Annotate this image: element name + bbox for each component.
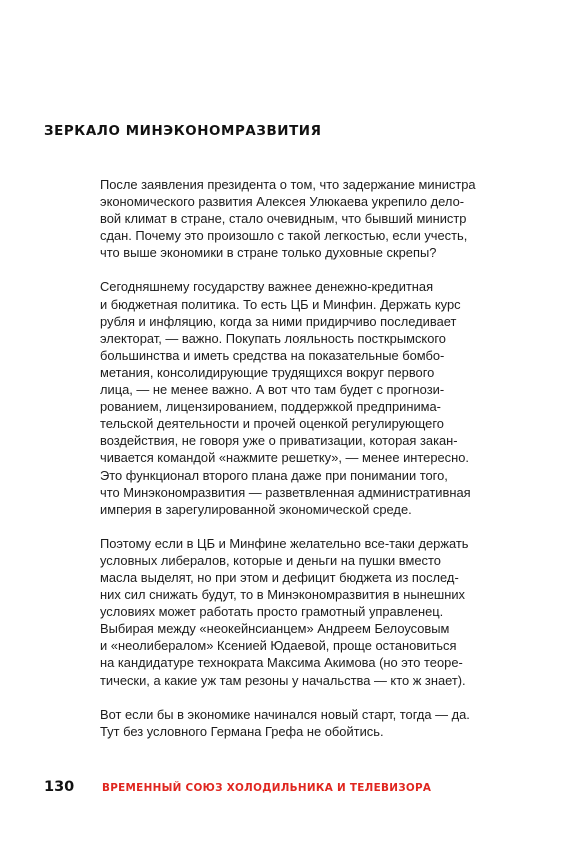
text-line: рубля и инфляцию, когда за ними придирчиво последивает: [100, 313, 457, 329]
text-line: что выше экономики в стране только духовные скрепы?: [100, 245, 437, 261]
text-line: воздействия, не говоря уже о приватизации, которая закан-: [100, 433, 458, 449]
paragraph-3: [100, 535, 530, 689]
text-line: тельской деятельности и прочей оценкой регулирующего: [100, 416, 444, 432]
text-line: что Минэкономразвития — разветвленная административная: [100, 484, 471, 500]
text-line: чивается командой «нажмите решетку», — менее интересно.: [100, 450, 469, 466]
text-line: сдан. Почему это произошло с такой легкостью, если учесть,: [100, 228, 468, 244]
text-line: большинства и иметь средства на показательные бомбо-: [100, 347, 445, 363]
text-line: условных либералов, которые и деньги на пушки вместо: [100, 552, 441, 568]
page-footer: [44, 779, 431, 799]
text-line: Тут без условного Германа Грефа не обойтись.: [100, 723, 384, 739]
chapter-title: ЗЕРКАЛО МИНЭКОНОМРАЗВИТИЯ: [44, 124, 322, 139]
text-line: Это функционал второго плана даже при понимании того,: [100, 467, 448, 483]
text-line: империя в зарегулированной экономической среде.: [100, 501, 412, 517]
page-number: 130: [44, 779, 75, 795]
text-line: условиях может работать просто грамотный управленец.: [100, 604, 444, 620]
text-line: электорат, — важно. Покупать лояльность посткрымского: [100, 330, 446, 346]
text-line: метания, консолидирующие трудящихся вокруг первого: [100, 364, 435, 380]
text-line: на кандидатуре технократа Максима Акимова (но это теоре-: [100, 655, 463, 671]
text-line: лица, — не менее важно. А вот что там будет с прогнози-: [100, 382, 445, 398]
text-line: После заявления президента о том, что задержание министра: [100, 177, 476, 192]
paragraph-1: [100, 176, 530, 261]
text-line: Вот если бы в экономике начинался новый старт, тогда — да.: [100, 706, 470, 722]
text-line: и «неолибералом» Ксенией Юдаевой, проще остановиться: [100, 638, 457, 654]
running-title: ВРЕМЕННЫЙ СОЮЗ ХОЛОДИЛЬНИКА И ТЕЛЕВИЗОРА: [102, 782, 432, 794]
body-text: [100, 176, 530, 757]
text-line: экономического развития Алексея Улюкаева укрепило дело-: [100, 194, 465, 210]
text-line: тически, а какие уж там резоны у начальства — кто ж знает).: [100, 672, 466, 688]
text-line: них сил снижать будут, то в Минэкономразвития в нынешних: [100, 587, 465, 603]
paragraph-2: [100, 278, 530, 517]
text-line: и бюджетная политика. То есть ЦБ и Минфин. Держать курс: [100, 296, 461, 312]
text-line: рованием, лицензированием, поддержкой предпринима-: [100, 399, 441, 415]
text-line: Поэтому если в ЦБ и Минфине желательно все-таки держать: [100, 535, 469, 551]
text-line: вой климат в стране, стало очевидным, что бывший министр: [100, 211, 467, 227]
text-line: масла выделят, но при этом и дефицит бюджета из послед-: [100, 569, 459, 585]
paragraph-4: [100, 706, 530, 740]
text-line: Сегодняшнему государству важнее денежно-кредитная: [100, 279, 434, 295]
text-line: Выбирая между «неокейнсианцем» Андреем Белоусовым: [100, 621, 450, 637]
